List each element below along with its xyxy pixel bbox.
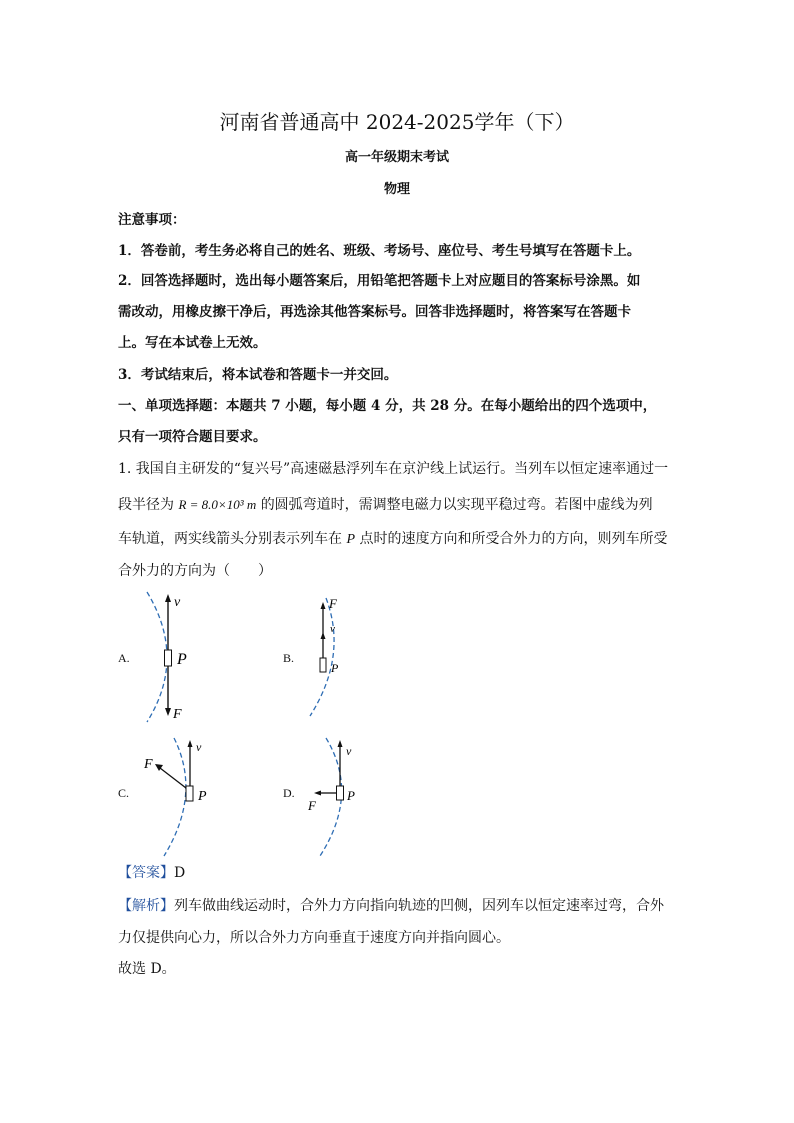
velocity-arrowhead [338, 740, 343, 747]
notice-item-2-cont: 需改动，用橡皮擦干净后，再选涂其他答案标号。回答非选择题时，将答案写在答题卡 [118, 304, 631, 320]
subject-title: 物理 [383, 182, 410, 197]
answer-tag: 【答案】 [118, 865, 174, 881]
force-label: F [173, 707, 182, 722]
option-a-figure[interactable] [135, 588, 205, 728]
velocity-arrowhead [165, 594, 171, 602]
train-block [165, 650, 172, 666]
velocity-label: v [330, 623, 335, 635]
force-label: F [329, 596, 337, 611]
analysis-conclusion: 故选 D。 [118, 961, 176, 977]
train-block [337, 786, 344, 800]
force-label: F [144, 757, 153, 772]
force-label: F [308, 798, 316, 813]
force-arrowhead [165, 708, 171, 716]
analysis-text-1: 列车做曲线运动时，合外力方向指向轨迹的凹侧，因列车以恒定速率过弯，合外 [174, 898, 664, 914]
question-line-3-pre: 车轨道，两实线箭头分别表示列车在 [118, 531, 342, 547]
force-arrowhead [314, 791, 321, 796]
question-line-2-post: 的圆弧弯道时，需调整电磁力以实现平稳过弯。若图中虚线为列 [260, 497, 653, 513]
option-a-label[interactable]: A. [118, 651, 130, 665]
velocity-arrowhead [321, 632, 326, 639]
point-label: P [346, 532, 356, 547]
notice-item-2: 2．回答选择题时，选出每小题答案后，用铅笔把答题卡上对应题目的答案标号涂黑。如 [118, 273, 641, 289]
train-block [186, 786, 193, 801]
track-dashed-curve [164, 738, 186, 856]
radius-formula: R = 8.0×10³ m [178, 497, 257, 512]
question-line-1: 1. 我国自主研发的“复兴号”高速磁悬浮列车在京沪线上试运行。当列车以恒定速率通过一 [118, 461, 669, 477]
notice-heading: 注意事项： [118, 212, 186, 228]
velocity-label: v [346, 744, 352, 758]
point-label: P [198, 789, 207, 804]
point-label: P [331, 661, 339, 675]
answer-line [118, 862, 185, 882]
option-b-label[interactable]: B. [283, 651, 295, 665]
notice-item-2-end: 上。写在本试卷上无效。 [118, 335, 267, 351]
velocity-label: v [174, 595, 181, 610]
notice-item-3: 3．考试结束后，将本试卷和答题卡一并交回。 [118, 367, 398, 383]
option-c-label[interactable]: C. [118, 786, 130, 800]
velocity-arrowhead [188, 740, 193, 747]
answer-value: D [174, 865, 186, 881]
analysis-tag: 【解析】 [118, 898, 174, 914]
exam-subtitle: 高一年级期末考试 [344, 150, 449, 165]
force-arrow [160, 768, 186, 788]
velocity-label: v [196, 740, 202, 754]
question-line-4: 合外力的方向为（ ） [118, 563, 272, 579]
option-b-figure[interactable] [296, 594, 366, 722]
option-c-figure[interactable] [138, 734, 218, 860]
question-line-3 [118, 528, 667, 548]
force-arrowhead [321, 602, 326, 609]
option-d-figure[interactable] [300, 734, 380, 860]
section-heading: 一、单项选择题：本题共 7 小题，每小题 4 分，共 28 分。在每小题给出的四个选项中， [118, 398, 657, 414]
question-line-2-pre: 段半径为 [118, 497, 174, 513]
point-label: P [347, 788, 355, 803]
analysis-line-2: 力仅提供向心力，所以合外力方向垂直于速度方向并指向圆心。 [118, 930, 510, 946]
option-d-label[interactable]: D. [283, 786, 295, 800]
question-line-2 [118, 494, 653, 514]
train-block [320, 658, 326, 672]
section-heading-cont: 只有一项符合题目要求。 [118, 429, 267, 445]
page-title: 河南省普通高中 2024-2025学年（下） [219, 110, 575, 134]
notice-item-1: 1．答卷前，考生务必将自己的姓名、班级、考场号、座位号、考生号填写在答题卡上。 [118, 243, 641, 259]
point-label: P [177, 651, 187, 668]
analysis-line-1 [118, 895, 664, 915]
question-line-3-post: 点时的速度方向和所受合外力的方向，则列车所受 [359, 531, 668, 547]
track-dashed-curve [310, 598, 334, 716]
